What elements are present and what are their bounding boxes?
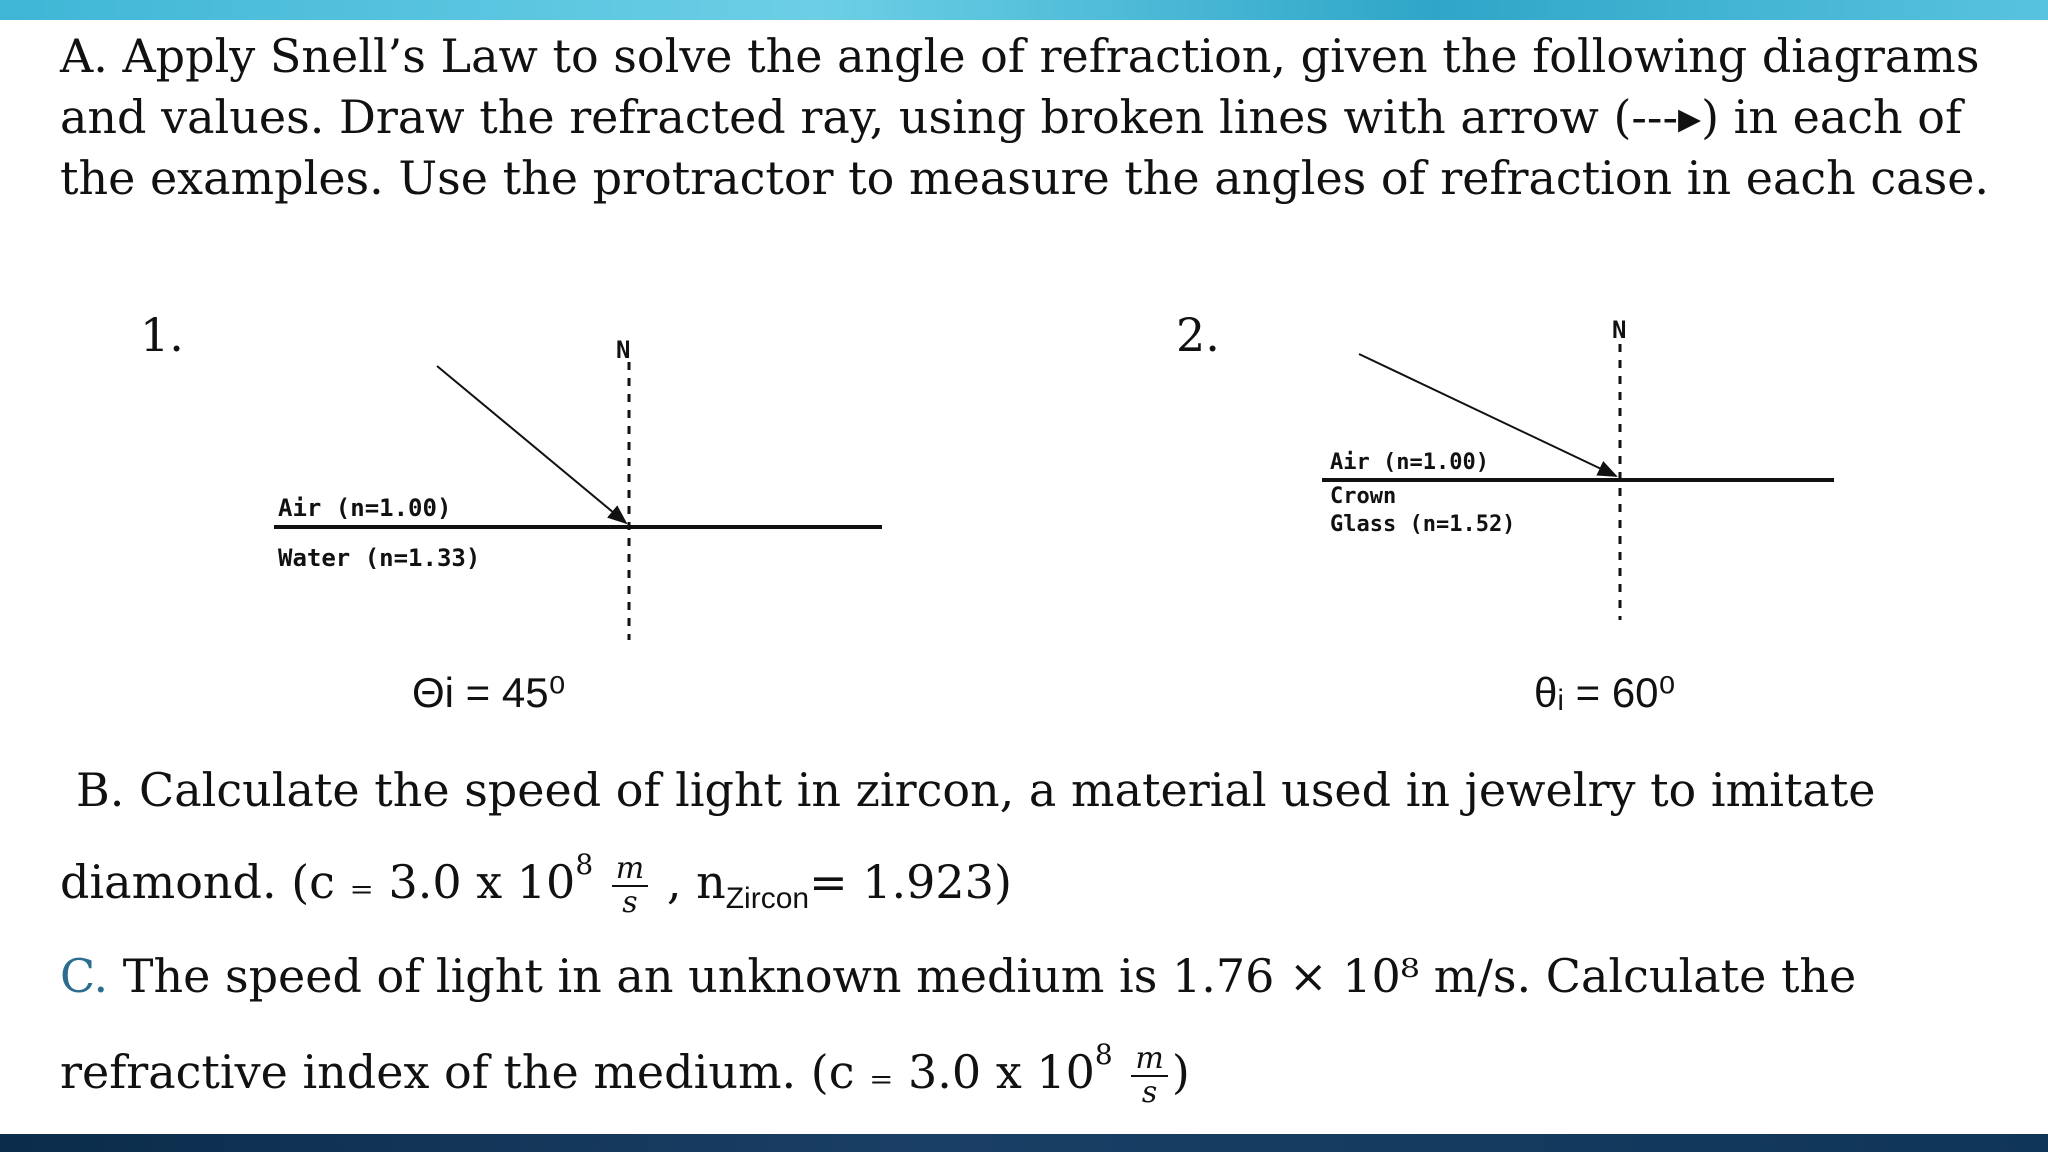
- diagram-1-medium-bottom: Water (n=1.33): [278, 544, 481, 572]
- diagram-1-medium-top: Air (n=1.00): [278, 494, 452, 522]
- part-c-units-fraction: $\frac{m}{s}$: [1131, 1043, 1167, 1109]
- diagram-1-normal-label: N: [616, 336, 631, 364]
- diagram-1-incident-ray: [437, 366, 626, 523]
- part-b-units-fraction: $\frac{m}{s}$: [612, 853, 648, 919]
- diagram-2-incident-angle: θᵢ = 60⁰: [1534, 669, 1676, 716]
- part-b-question-line2: diamond. (c ₌ 3.0 x $10^8$ $\frac{m}{s}$ , $n_{Zircon}= 1.923$): [60, 848, 1012, 920]
- diagram-2-medium-bottom-line2: Glass (n=1.52): [1330, 512, 1516, 537]
- diagram-2-medium-bottom-line1: Crown: [1330, 484, 1397, 509]
- part-c-question-line1: C. The speed of light in an unknown medium is 1.76 × 10⁸ m/s. Calculate the: [60, 949, 1857, 1003]
- part-c-question-line2: refractive index of the medium. (c ₌ 3.0 x $10^8$ $\frac{m}{s}$ ): [60, 1038, 1190, 1110]
- diagram-2-incident-ray: [1359, 354, 1616, 476]
- diagram-1-incident-angle: Θi = 45⁰: [412, 669, 566, 716]
- diagram-2-normal-label: N: [1612, 316, 1627, 344]
- part-a-instructions: A. Apply Snell’s Law to solve the angle of refraction, given the following diagrams and values. Draw the refracted ray, using broken lines with arrow (---▸) in each of the examples. Use the protractor to measure the angles of refraction in each case.: [60, 29, 1990, 205]
- diagram-1-number: 1.: [140, 308, 184, 362]
- diagram-2-medium-top: Air (n=1.00): [1330, 450, 1489, 475]
- part-b-question-line1: B. Calculate the speed of light in zircon, a material used in jewelry to imitate: [76, 763, 1876, 817]
- diagram-2-number: 2.: [1176, 308, 1220, 362]
- bottom-decorative-banner: [0, 1134, 2048, 1152]
